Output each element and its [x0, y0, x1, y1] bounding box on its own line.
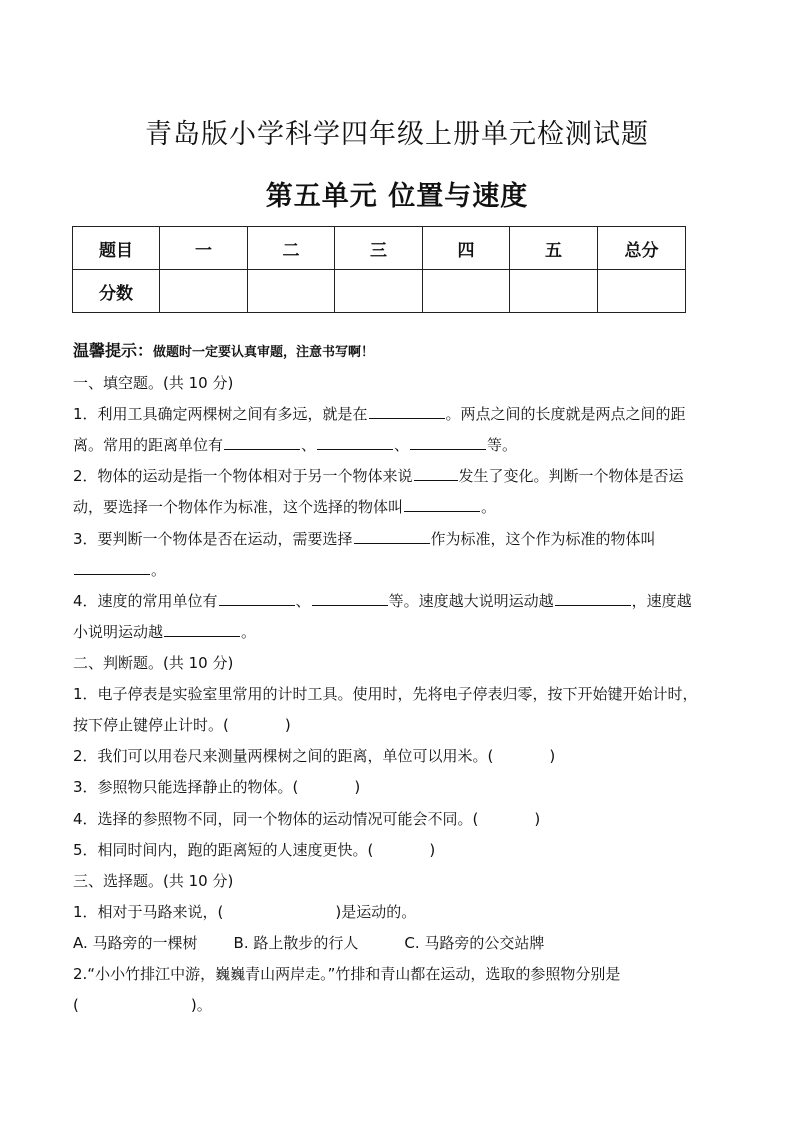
score-header-cell: 五: [510, 227, 598, 270]
score-table: [72, 226, 686, 313]
answer-blank[interactable]: [224, 434, 300, 450]
question-text: 。: [151, 561, 167, 579]
answer-blank[interactable]: [219, 590, 295, 606]
choice-q2-line1: 2.“小小竹排江中游，巍巍青山两岸走。”竹排和青山都在运动，选取的参照物分别是: [73, 965, 621, 983]
score-cell[interactable]: [335, 270, 423, 313]
judge-q1-line1: 1．电子停表是实验室里常用的计时工具。使用时，先将电子停表归零，按下开始键开始计时，: [73, 685, 698, 703]
question-text: 动，要选择一个物体作为标准，这个选择的物体叫: [73, 498, 404, 516]
question-text: ): [284, 716, 291, 734]
fill-q3-line1: [73, 528, 723, 550]
tip-text: 做题时一定要认真审题，注意书写啊！: [153, 345, 375, 360]
question-text: 等。: [487, 436, 518, 454]
answer-blank[interactable]: [555, 590, 631, 606]
question-text: 小说明运动越: [73, 623, 164, 641]
section1-heading: 一、填空题。(共 10 分): [73, 374, 234, 392]
question-text: ): [549, 747, 556, 765]
score-header-cell: 总分: [598, 227, 686, 270]
question-text: 3．参照物只能选择静止的物体。(: [73, 778, 299, 796]
fill-q1-line1: [73, 403, 723, 425]
judge-q3: [73, 776, 723, 798]
question-text: 作为标准，这个作为标准的物体叫: [430, 530, 656, 548]
question-text: 离。常用的距离单位有: [73, 436, 224, 454]
score-cell[interactable]: [510, 270, 598, 313]
question-text: 、: [394, 436, 410, 454]
question-text: 按下停止键停止计时。(: [73, 716, 229, 734]
tip-line: [73, 338, 374, 361]
question-text: 2．我们可以用卷尺来测量两棵树之间的距离，单位可以用米。(: [73, 747, 494, 765]
answer-blank[interactable]: [164, 621, 240, 637]
score-table-header-row: [73, 227, 686, 270]
section2-heading: 二、判断题。(共 10 分): [73, 654, 234, 672]
question-text: 1．利用工具确定两棵树之间有多远，就是在: [73, 405, 368, 423]
fill-q1-line2: [73, 434, 723, 456]
judge-q4: [73, 808, 723, 830]
judge-q5: [73, 839, 723, 861]
score-header-cell: 四: [423, 227, 510, 270]
question-text: 。: [241, 623, 257, 641]
fill-q4-line1: [73, 590, 723, 612]
choice-q2-line2: [73, 994, 723, 1016]
score-cell[interactable]: [248, 270, 335, 313]
answer-blank[interactable]: [369, 403, 445, 419]
option-b[interactable]: B. 路上散步的行人: [233, 934, 359, 952]
score-cell[interactable]: [160, 270, 248, 313]
question-text: 、: [301, 436, 317, 454]
question-text: ，速度越: [631, 592, 692, 610]
question-text: ): [429, 841, 436, 859]
question-text: 发生了变化。判断一个物体是否运: [458, 467, 684, 485]
score-row-label: 分数: [73, 270, 160, 313]
question-text: 5．相同时间内，跑的距离短的人速度更快。(: [73, 841, 374, 859]
score-header-cell: 一: [160, 227, 248, 270]
score-header-cell: 二: [248, 227, 335, 270]
exam-title: 青岛版小学科学四年级上册单元检测试题: [145, 119, 649, 150]
score-cell[interactable]: [423, 270, 510, 313]
question-text: )是运动的。: [335, 903, 417, 921]
unit-subtitle: 第五单元 位置与速度: [265, 181, 529, 212]
question-text: 1．相对于马路来说，(: [73, 903, 224, 921]
choice-q1-options: [73, 932, 723, 954]
question-text: 3．要判断一个物体是否在运动，需要选择: [73, 530, 353, 548]
answer-blank[interactable]: [404, 496, 480, 512]
answer-blank[interactable]: [414, 465, 458, 481]
question-text: 等。速度越大说明运动越: [388, 592, 554, 610]
fill-q2-line1: [73, 465, 723, 487]
answer-blank[interactable]: [317, 434, 393, 450]
score-table-value-row: [73, 270, 686, 313]
question-text: ): [534, 810, 541, 828]
score-header-cell: 三: [335, 227, 423, 270]
question-text: 。两点之间的长度就是两点之间的距: [445, 405, 686, 423]
option-c[interactable]: C. 马路旁的公交站牌: [404, 934, 545, 952]
answer-blank[interactable]: [74, 559, 150, 575]
fill-q2-line2: [73, 496, 723, 518]
tip-label: 温馨提示：: [73, 341, 154, 360]
question-text: (: [73, 996, 79, 1014]
option-a[interactable]: A. 马路旁的一棵树: [73, 934, 198, 952]
question-text: 4．速度的常用单位有: [73, 592, 218, 610]
answer-blank[interactable]: [312, 590, 388, 606]
question-text: 2．物体的运动是指一个物体相对于另一个物体来说: [73, 467, 413, 485]
score-header-cell: 题目: [73, 227, 160, 270]
score-cell[interactable]: [598, 270, 686, 313]
question-text: 4．选择的参照物不同，同一个物体的运动情况可能会不同。(: [73, 810, 479, 828]
answer-blank[interactable]: [354, 528, 430, 544]
fill-q4-line2: [73, 621, 723, 643]
section3-heading: 三、选择题。(共 10 分): [73, 872, 234, 890]
question-text: 。: [481, 498, 497, 516]
judge-q2: [73, 745, 723, 767]
choice-q1: [73, 901, 723, 923]
question-text: ): [354, 778, 361, 796]
answer-blank[interactable]: [410, 434, 486, 450]
question-text: )。: [190, 996, 212, 1014]
question-text: 、: [295, 592, 311, 610]
judge-q1-line2: [73, 714, 723, 736]
fill-q3-line2: [73, 559, 723, 581]
